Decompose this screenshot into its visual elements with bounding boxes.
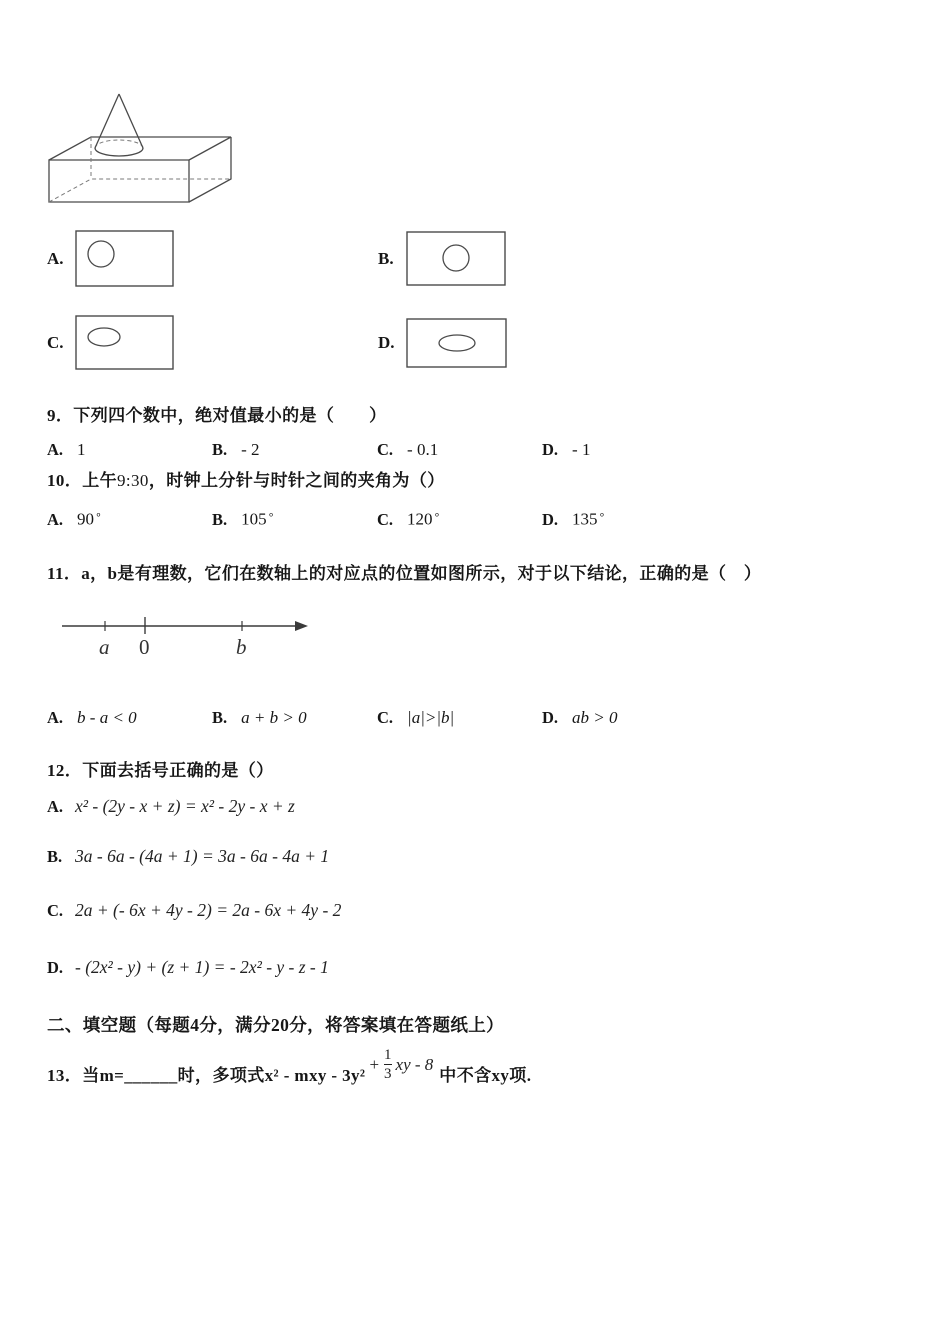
question-11-stem: 11．a，b是有理数，它们在数轴上的对应点的位置如图所示，对于以下结论，正确的是（ ） [47,563,762,583]
numberline-label-a: a [99,634,110,659]
number-line-figure [60,612,310,660]
q9-option-c-value: - 0.1 [407,440,439,459]
q12-option-d-formula: - (2x² - y) + (z + 1) = - 2x² - y - z - 1 [75,956,329,977]
fraction-one-third [384,1048,392,1082]
q9-option-d-value: - 1 [572,440,591,459]
q10-option-b-label: B. [212,509,228,529]
q12-option-c [47,900,910,921]
q13-suffix: 中不含xy项. [439,1066,532,1086]
q11-option-a-value: b - a < 0 [77,707,137,727]
question-11-options [47,708,910,728]
q12-option-c-label: C. [47,900,64,920]
rect-circle-center-icon [406,231,507,286]
numberline-label-zero: 0 [139,634,150,659]
option-c-label: C. [47,332,64,352]
q12-option-a-formula: x² - (2y - x + z) = x² - 2y - x + z [75,795,295,816]
q11-option-d [542,708,618,728]
option-d-figure [378,318,508,368]
q10-option-c [377,508,542,530]
q9-option-d [542,440,590,460]
degree-symbol: ∘ [267,509,275,521]
q9-option-d-label: D. [542,440,559,459]
q12-option-a-label: A. [47,796,64,816]
q10-option-b [212,508,377,530]
option-b-label: B. [378,248,394,268]
option-a-label: A. [47,248,64,268]
question-10-options [47,508,910,530]
q10-stem-suffix: ，时钟上分针与时针之间的夹角为（） [148,471,445,490]
q9-option-a-label: A. [47,440,64,459]
q10-option-a-label: A. [47,509,64,529]
q11-option-d-value: ab > 0 [572,707,618,727]
q13-fraction-term [369,1048,433,1082]
q10-option-d [542,508,605,530]
q11-option-b-value: a + b > 0 [241,707,307,727]
q11-option-c-value: |a|>|b| [407,707,455,727]
rect-circle-left-icon [75,230,175,287]
question-9-stem: 9．下列四个数中，绝对值最小的是（ ） [47,406,387,425]
degree-symbol: ∘ [95,509,102,521]
rect-ellipse-left-icon [75,315,175,370]
q10-time-value: 9:30 [117,471,149,490]
fraction-denominator: 3 [384,1065,392,1082]
projection-options-row-1 [47,230,910,287]
plus-sign: + [369,1054,380,1074]
arrowhead-icon [295,621,308,631]
projection-options-row-2 [47,315,910,370]
q9-option-b-label: B. [212,440,228,459]
fraction-numerator: 1 [384,1046,392,1063]
q13-prefix: 13．当m=______时，多项式x² - mxy - 3y² [47,1066,366,1086]
q12-option-d-label: D. [47,957,64,977]
fraction-bar [384,1064,392,1065]
q10-option-b-value: 105∘ [241,509,275,529]
q12-option-b [47,846,910,867]
option-b-figure [378,231,507,286]
q9-option-c-label: C. [377,440,394,459]
q11-option-a [47,708,212,728]
q12-option-c-formula: 2a + (- 6x + 4y - 2) = 2a - 6x + 4y - 2 [75,899,342,920]
q12-option-d [47,957,910,978]
q9-option-a [47,440,212,460]
section-2-title: 二、填空题（每题4分，满分20分，将答案填在答题纸上） [47,1014,505,1035]
option-d-label: D. [378,332,395,352]
q9-option-a-value: 1 [77,440,86,459]
q9-option-c [377,440,542,460]
option-c-figure [47,315,378,370]
q11-option-c [377,708,542,728]
question-10-stem [47,469,910,492]
q10-option-a [47,508,212,530]
rect-ellipse-center-icon [406,318,508,368]
q12-option-a [47,796,910,817]
q12-option-b-label: B. [47,846,63,866]
question-9-options [47,440,910,460]
q11-option-b-label: B. [212,707,228,727]
degree-symbol: ∘ [433,509,441,521]
q11-option-d-label: D. [542,707,559,727]
cone-on-cuboid-figure [47,90,232,205]
q11-option-a-label: A. [47,707,64,727]
question-12-stem: 12．下面去括号正确的是（） [47,760,274,780]
q10-option-d-value: 135∘ [572,509,606,529]
q10-option-a-value: 90∘ [77,509,102,529]
q9-option-b-value: - 2 [241,440,260,459]
option-a-figure [47,230,378,287]
q13-after-fraction: xy - 8 [395,1054,434,1074]
q12-option-b-formula: 3a - 6a - (4a + 1) = 3a - 6a - 4a + 1 [75,845,330,866]
q10-option-c-value: 120∘ [407,509,441,529]
q10-stem-prefix: 10．上午 [47,471,117,490]
q10-option-d-label: D. [542,509,559,529]
q10-option-c-label: C. [377,509,394,529]
question-13 [47,1046,910,1091]
numberline-label-b: b [236,634,247,659]
q9-option-b [212,440,377,460]
degree-symbol: ∘ [598,509,606,521]
q11-option-b [212,708,377,728]
q11-option-c-label: C. [377,707,394,727]
